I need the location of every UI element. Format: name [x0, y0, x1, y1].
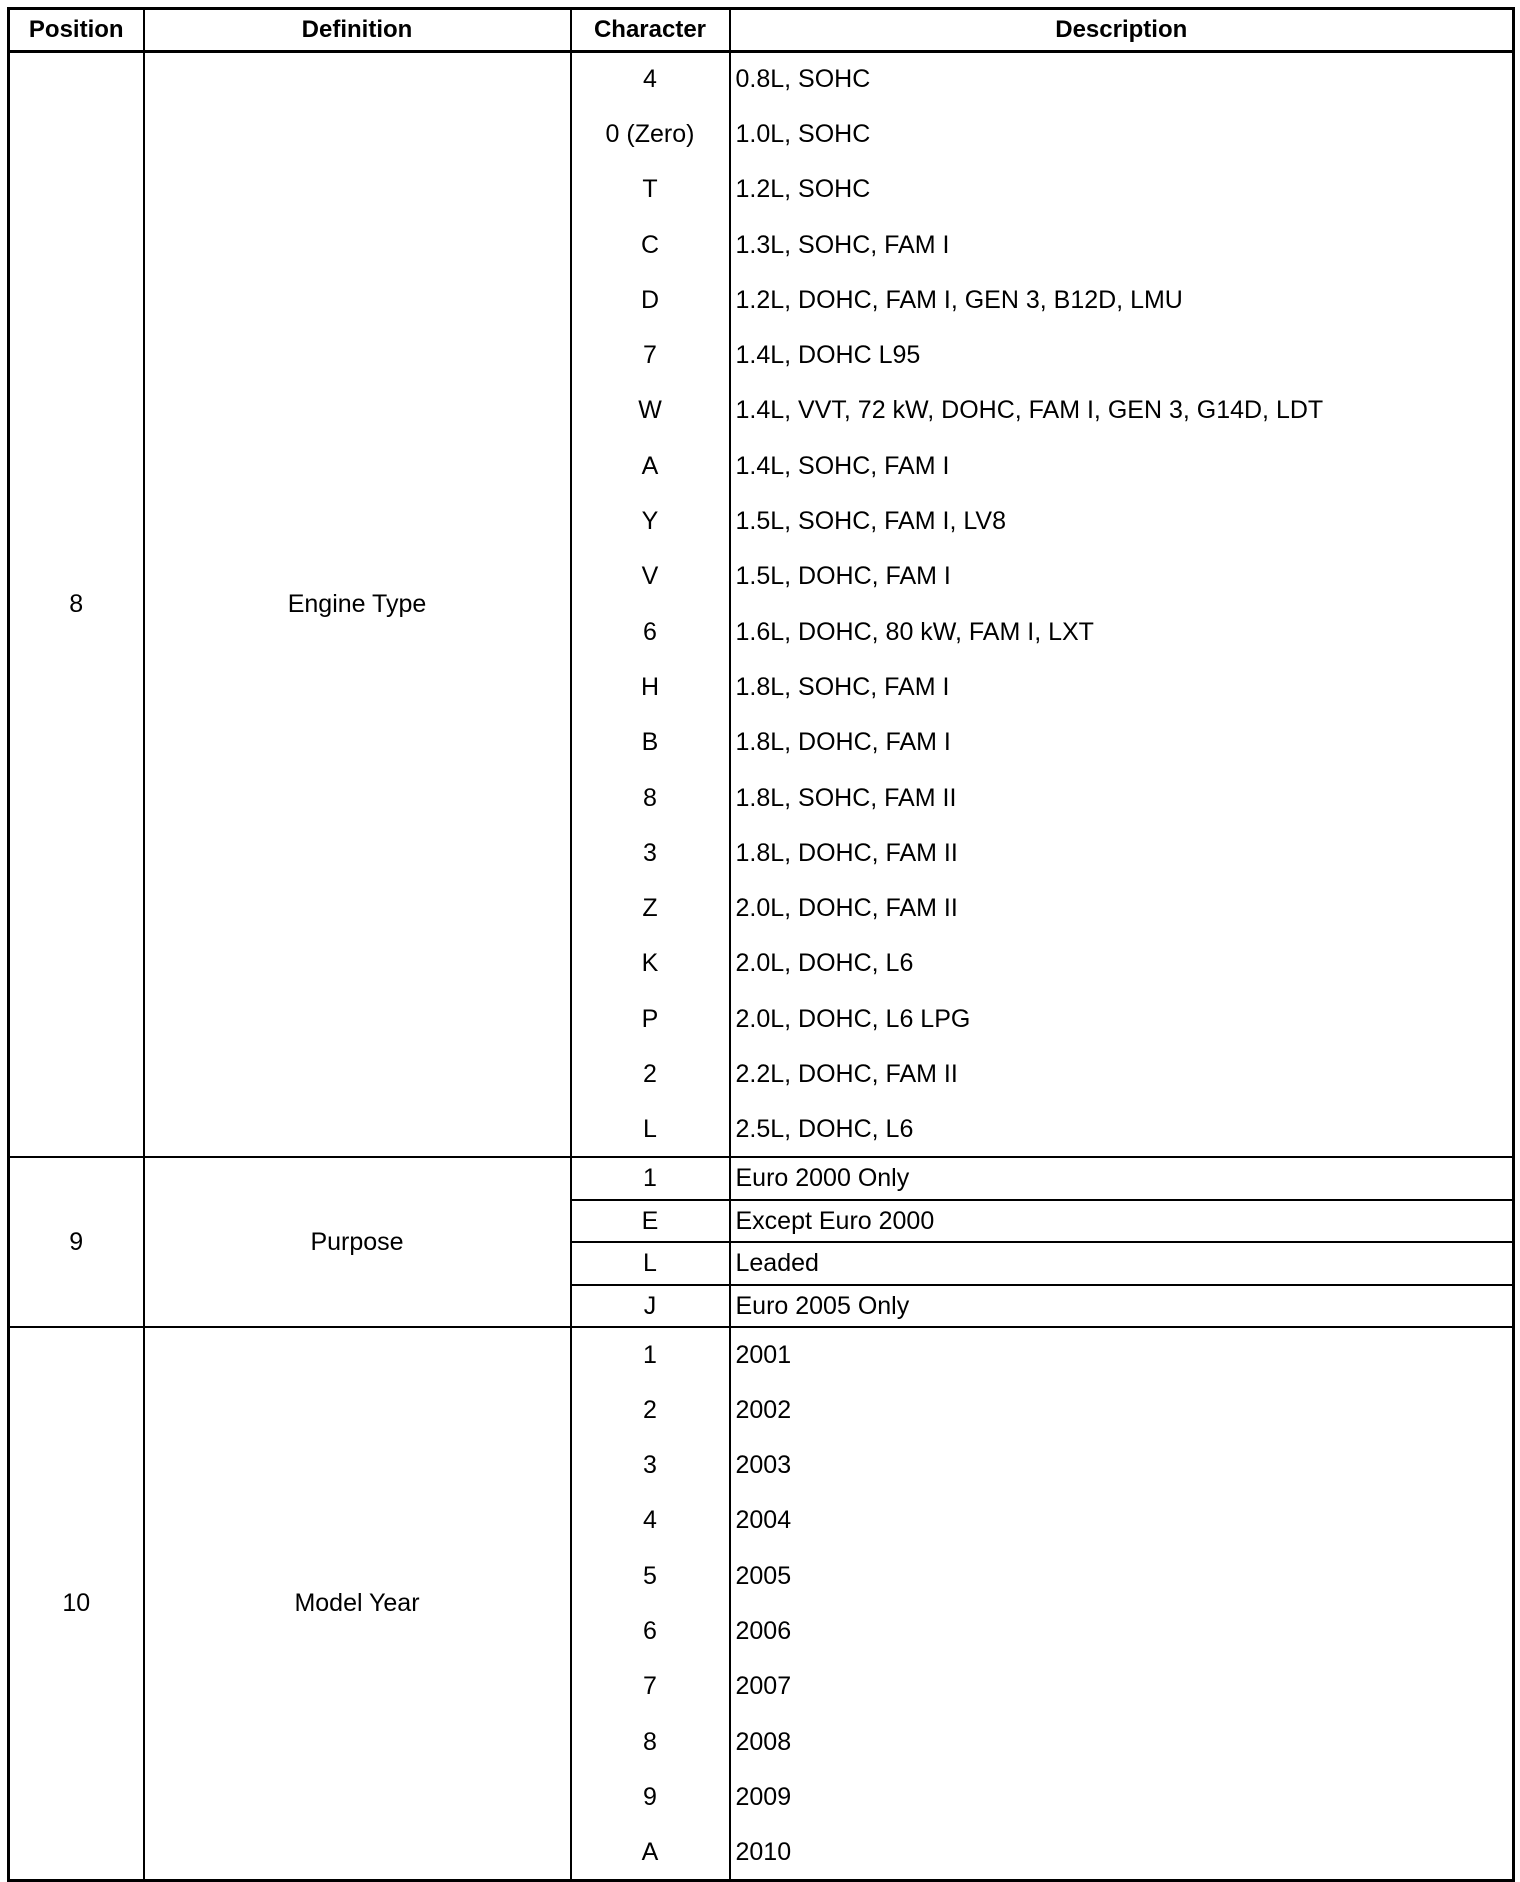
character-cell: 1 — [571, 1157, 730, 1200]
header-description: Description — [730, 9, 1514, 52]
character-cell: L — [571, 1102, 730, 1157]
description-cell: 1.8L, SOHC, FAM I — [730, 660, 1514, 715]
description-cell: 2001 — [730, 1327, 1514, 1382]
description-cell: Leaded — [730, 1242, 1514, 1285]
character-cell: 1 — [571, 1327, 730, 1382]
character-cell: K — [571, 936, 730, 991]
description-cell: 2002 — [730, 1383, 1514, 1438]
description-cell: 2.0L, DOHC, L6 — [730, 936, 1514, 991]
description-cell: 0.8L, SOHC — [730, 52, 1514, 107]
description-cell: 1.5L, SOHC, FAM I, LV8 — [730, 494, 1514, 549]
description-cell: 2.0L, DOHC, L6 LPG — [730, 992, 1514, 1047]
character-cell: 4 — [571, 1493, 730, 1548]
description-cell: 2008 — [730, 1715, 1514, 1770]
character-cell: V — [571, 549, 730, 604]
definition-cell: Engine Type — [144, 52, 571, 1158]
character-cell: T — [571, 162, 730, 217]
group-model-year — [9, 1327, 1514, 1880]
character-cell: J — [571, 1285, 730, 1328]
character-cell: H — [571, 660, 730, 715]
description-cell: 1.4L, DOHC L95 — [730, 328, 1514, 383]
table-row — [9, 52, 1514, 107]
position-cell: 10 — [9, 1327, 144, 1880]
description-cell: 2006 — [730, 1604, 1514, 1659]
description-cell: 2007 — [730, 1659, 1514, 1714]
description-cell: 1.2L, DOHC, FAM I, GEN 3, B12D, LMU — [730, 273, 1514, 328]
description-cell: 1.0L, SOHC — [730, 107, 1514, 162]
description-cell: 1.3L, SOHC, FAM I — [730, 217, 1514, 272]
character-cell: A — [571, 1825, 730, 1880]
character-cell: 3 — [571, 1438, 730, 1493]
character-cell: A — [571, 439, 730, 494]
table-row — [9, 1157, 1514, 1200]
table-header — [9, 9, 1514, 52]
character-cell: 2 — [571, 1383, 730, 1438]
character-cell: Z — [571, 881, 730, 936]
description-cell: 1.2L, SOHC — [730, 162, 1514, 217]
character-cell: 2 — [571, 1047, 730, 1102]
character-cell: D — [571, 273, 730, 328]
description-cell: 2003 — [730, 1438, 1514, 1493]
character-cell: 8 — [571, 770, 730, 825]
character-cell: B — [571, 715, 730, 770]
character-cell: L — [571, 1242, 730, 1285]
description-cell: Except Euro 2000 — [730, 1200, 1514, 1243]
header-position: Position — [9, 9, 144, 52]
description-cell: 2004 — [730, 1493, 1514, 1548]
character-cell: 3 — [571, 826, 730, 881]
description-cell: Euro 2005 Only — [730, 1285, 1514, 1328]
character-cell: 7 — [571, 1659, 730, 1714]
description-cell: 2.0L, DOHC, FAM II — [730, 881, 1514, 936]
character-cell: 8 — [571, 1715, 730, 1770]
description-cell: 1.8L, DOHC, FAM II — [730, 826, 1514, 881]
character-cell: Y — [571, 494, 730, 549]
description-cell: 1.5L, DOHC, FAM I — [730, 549, 1514, 604]
position-cell: 9 — [9, 1157, 144, 1327]
character-cell: P — [571, 992, 730, 1047]
position-cell: 8 — [9, 52, 144, 1158]
character-cell: 0 (Zero) — [571, 107, 730, 162]
character-cell: 9 — [571, 1770, 730, 1825]
vin-code-table — [7, 7, 1515, 1882]
group-purpose — [9, 1157, 1514, 1327]
header-row — [9, 9, 1514, 52]
character-cell: C — [571, 217, 730, 272]
group-engine-type — [9, 52, 1514, 1158]
character-cell: 5 — [571, 1549, 730, 1604]
character-cell: 6 — [571, 604, 730, 659]
description-cell: 1.4L, VVT, 72 kW, DOHC, FAM I, GEN 3, G14D, LDT — [730, 383, 1514, 438]
character-cell: W — [571, 383, 730, 438]
description-cell: 1.4L, SOHC, FAM I — [730, 439, 1514, 494]
description-cell: 1.8L, SOHC, FAM II — [730, 770, 1514, 825]
description-cell: 2009 — [730, 1770, 1514, 1825]
description-cell: Euro 2000 Only — [730, 1157, 1514, 1200]
description-cell: 2.2L, DOHC, FAM II — [730, 1047, 1514, 1102]
description-cell: 2005 — [730, 1549, 1514, 1604]
description-cell: 1.8L, DOHC, FAM I — [730, 715, 1514, 770]
definition-cell: Model Year — [144, 1327, 571, 1880]
header-character: Character — [571, 9, 730, 52]
character-cell: 6 — [571, 1604, 730, 1659]
character-cell: 4 — [571, 52, 730, 107]
character-cell: E — [571, 1200, 730, 1243]
character-cell: 7 — [571, 328, 730, 383]
description-cell: 1.6L, DOHC, 80 kW, FAM I, LXT — [730, 604, 1514, 659]
definition-cell: Purpose — [144, 1157, 571, 1327]
header-definition: Definition — [144, 9, 571, 52]
description-cell: 2.5L, DOHC, L6 — [730, 1102, 1514, 1157]
table-row — [9, 1327, 1514, 1382]
description-cell: 2010 — [730, 1825, 1514, 1880]
